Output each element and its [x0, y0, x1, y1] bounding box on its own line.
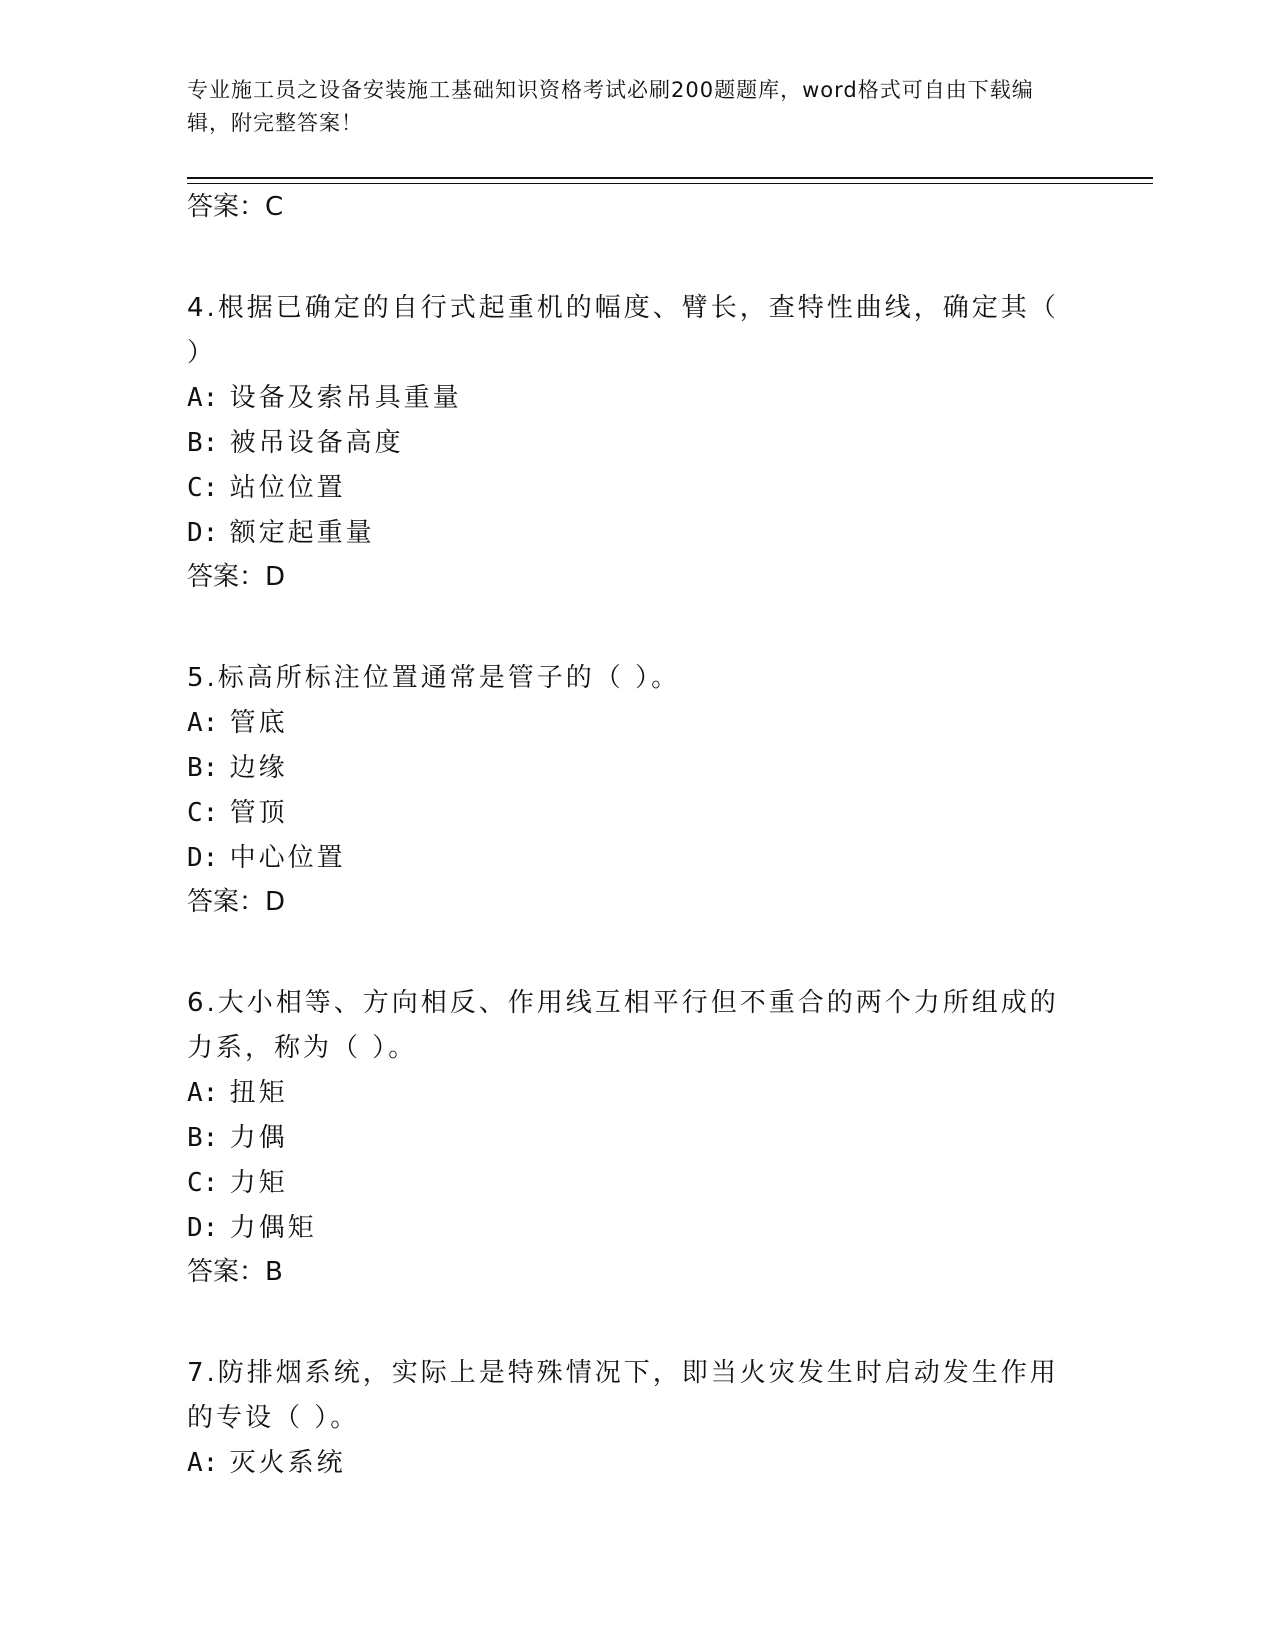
- option-letter: C:: [187, 798, 219, 828]
- option-a: [187, 1071, 1067, 1116]
- option-c: [187, 791, 1067, 836]
- option-letter: A:: [187, 1078, 219, 1108]
- answer-label: 答案：B: [187, 1257, 283, 1287]
- option-text: 管顶: [229, 798, 288, 828]
- option-letter: C:: [187, 1168, 219, 1198]
- option-text: 力矩: [229, 1168, 288, 1198]
- option-b: [187, 1116, 1067, 1161]
- option-b: [187, 421, 1067, 466]
- option-letter: B:: [187, 1123, 219, 1153]
- option-d: [187, 836, 1067, 881]
- option-d: [187, 1206, 1067, 1251]
- question-block: [187, 1351, 1067, 1486]
- option-text: 边缘: [229, 753, 288, 783]
- option-c: [187, 1161, 1067, 1206]
- option-b: [187, 746, 1067, 791]
- answer-label: 答案：D: [187, 887, 286, 917]
- option-text: 设备及索吊具重量: [229, 383, 462, 413]
- option-text: 中心位置: [229, 843, 346, 873]
- question-block: [187, 981, 1067, 1289]
- option-text: 扭矩: [229, 1078, 288, 1108]
- option-text: 灭火系统: [229, 1448, 346, 1478]
- question-block: [187, 656, 1067, 919]
- option-a: [187, 376, 1067, 421]
- option-letter: A:: [187, 708, 219, 738]
- option-d: [187, 511, 1067, 556]
- option-a: [187, 701, 1067, 746]
- option-text: 被吊设备高度: [229, 428, 404, 458]
- option-letter: B:: [187, 428, 219, 458]
- option-text: 力偶: [229, 1123, 288, 1153]
- question-block: [187, 286, 1067, 594]
- question-text: 5.标高所标注位置通常是管子的（ ）。: [187, 663, 681, 693]
- option-letter: A:: [187, 383, 219, 413]
- option-letter: D:: [187, 1213, 219, 1243]
- option-c: [187, 466, 1067, 511]
- document-header: 专业施工员之设备安装施工基础知识资格考试必刷200题题库，word格式可自由下载编辑，附完整答案！: [187, 78, 1034, 135]
- option-letter: D:: [187, 843, 219, 873]
- option-text: 额定起重量: [229, 518, 375, 548]
- option-a: [187, 1441, 1067, 1486]
- question-text: 4.根据已确定的自行式起重机的幅度、臂长，查特性曲线，确定其（ ）: [187, 293, 1059, 368]
- option-letter: D:: [187, 518, 219, 548]
- option-text: 站位位置: [229, 473, 346, 503]
- option-text: 管底: [229, 708, 288, 738]
- answer-label: 答案：D: [187, 562, 286, 592]
- question-list: [187, 190, 1067, 1486]
- option-letter: A:: [187, 1448, 219, 1478]
- option-letter: C:: [187, 473, 219, 503]
- answer-label: 答案：C: [187, 192, 284, 222]
- question-text: 7.防排烟系统，实际上是特殊情况下，即当火灾发生时启动发生作用的专设（ ）。: [187, 1358, 1059, 1433]
- question-text: 6.大小相等、方向相反、作用线互相平行但不重合的两个力所组成的力系，称为（ ）。: [187, 988, 1059, 1063]
- option-letter: B:: [187, 753, 219, 783]
- option-text: 力偶矩: [229, 1213, 317, 1243]
- header-divider-thick: [187, 177, 1153, 179]
- header-divider-thin: [187, 183, 1153, 184]
